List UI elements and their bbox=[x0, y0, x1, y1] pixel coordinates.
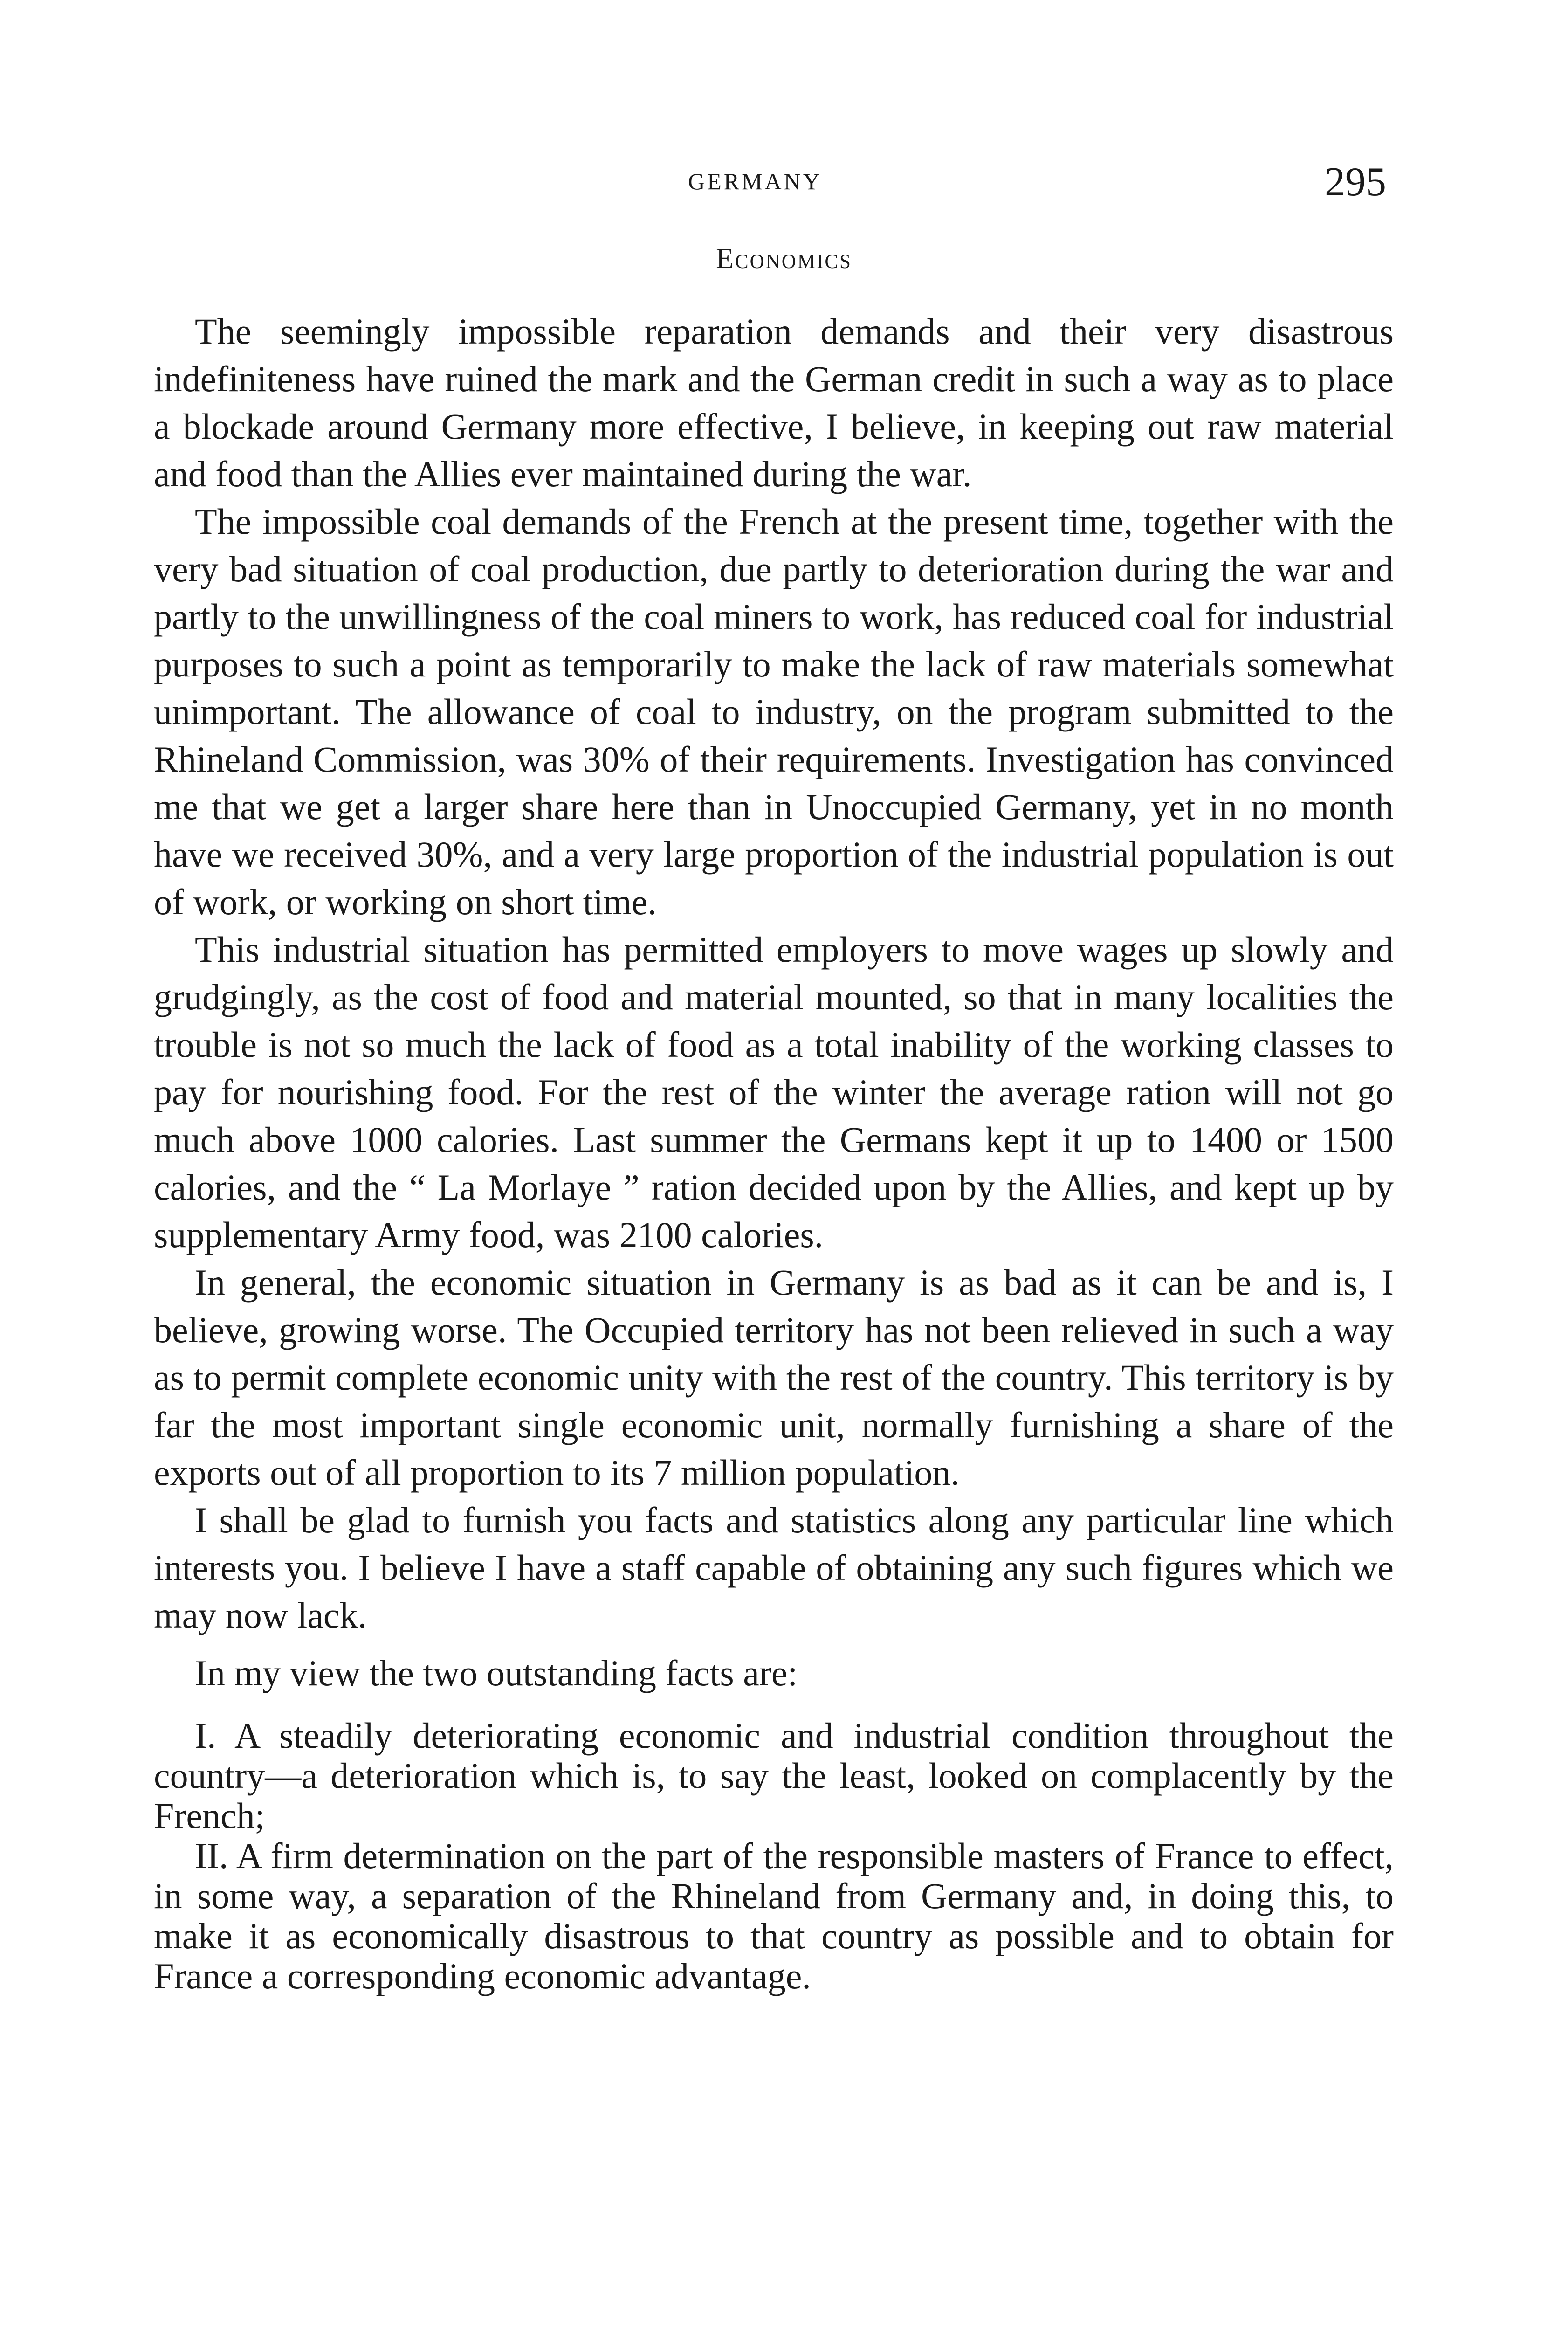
conclusion-item: II. A firm determination on the part of the responsible masters of France to effect, in some way, a separation of the Rhineland from Germany and, in doing this, to make it as economically disastrous to that country as possible and to obtain for France a corresponding economic advantage. bbox=[154, 1835, 1394, 1996]
conclusion-item: I. A steadily deteriorating economic and industrial condition throughout the country—a deterioration which is, to say the least, looked on complacently by the French; bbox=[154, 1715, 1394, 1836]
section-heading: Economics bbox=[716, 243, 852, 275]
paragraph-general-situation: In general, the economic situation in Germany is as bad as it can be and is, I believe, growing worse. The Occupied territory has not been relieved in such a way as to permit complete economic unity with the rest of the country. This territory is by far the most important single economic unit, normally furnishing a share of the exports out of all proportion to its 7 million population. bbox=[154, 1262, 1394, 1493]
running-head bbox=[0, 159, 1568, 224]
paragraph-coal: The impossible coal demands of the French at the present time, together with the very bad situation of coal production, due partly to deterioration during the war and partly to the unwillingness of the coal miners to work, has reduced coal for industrial purposes to such a point as temporarily to make the lack of raw materials somewhat unimportant. The allowance of coal to industry, on the program submitted to the Rhineland Commission, was 30% of their requirements. Investigation has convinced me that we get a larger share here than in Unoccupied Germany, yet in no month have we received 30%, and a very large proportion of the industrial population is out of work, or working on short time. bbox=[154, 501, 1394, 922]
paragraph-wages: This industrial situation has permitted employers to move wages up slowly and grudgingly, as the cost of food and material mounted, so that in many localities the trouble is not so much the lack of food as a total inability of the working classes to pay for nourishing food. For the rest of the winter the average ration will not go much above 1000 calories. Last summer the Germans kept it up to 1400 or 1500 calories, and the “ La Morlaye ” ration decided upon by the Allies, and kept up by supplementary Army food, was 2100 calories. bbox=[154, 929, 1394, 1255]
paragraph-offer: I shall be glad to furnish you facts and statistics along any particular line which interests you. I believe I have a staff capable of obtaining any such figures which we may now lack. bbox=[154, 1500, 1394, 1635]
paragraph-reparations: The seemingly impossible reparation demands and their very disastrous indefiniteness have ruined the mark and the German credit in such a way as to place a blockade around Germany more effective, I believe, in keeping out raw material and food than the Allies ever maintained during the war. bbox=[154, 311, 1394, 494]
paragraph-lead-in: In my view the two outstanding facts are: bbox=[195, 1653, 798, 1693]
conclusions-list bbox=[154, 1716, 1394, 1996]
body-text bbox=[154, 308, 1394, 1996]
running-title: GERMANY bbox=[688, 168, 822, 194]
page-number: 295 bbox=[1325, 159, 1386, 205]
